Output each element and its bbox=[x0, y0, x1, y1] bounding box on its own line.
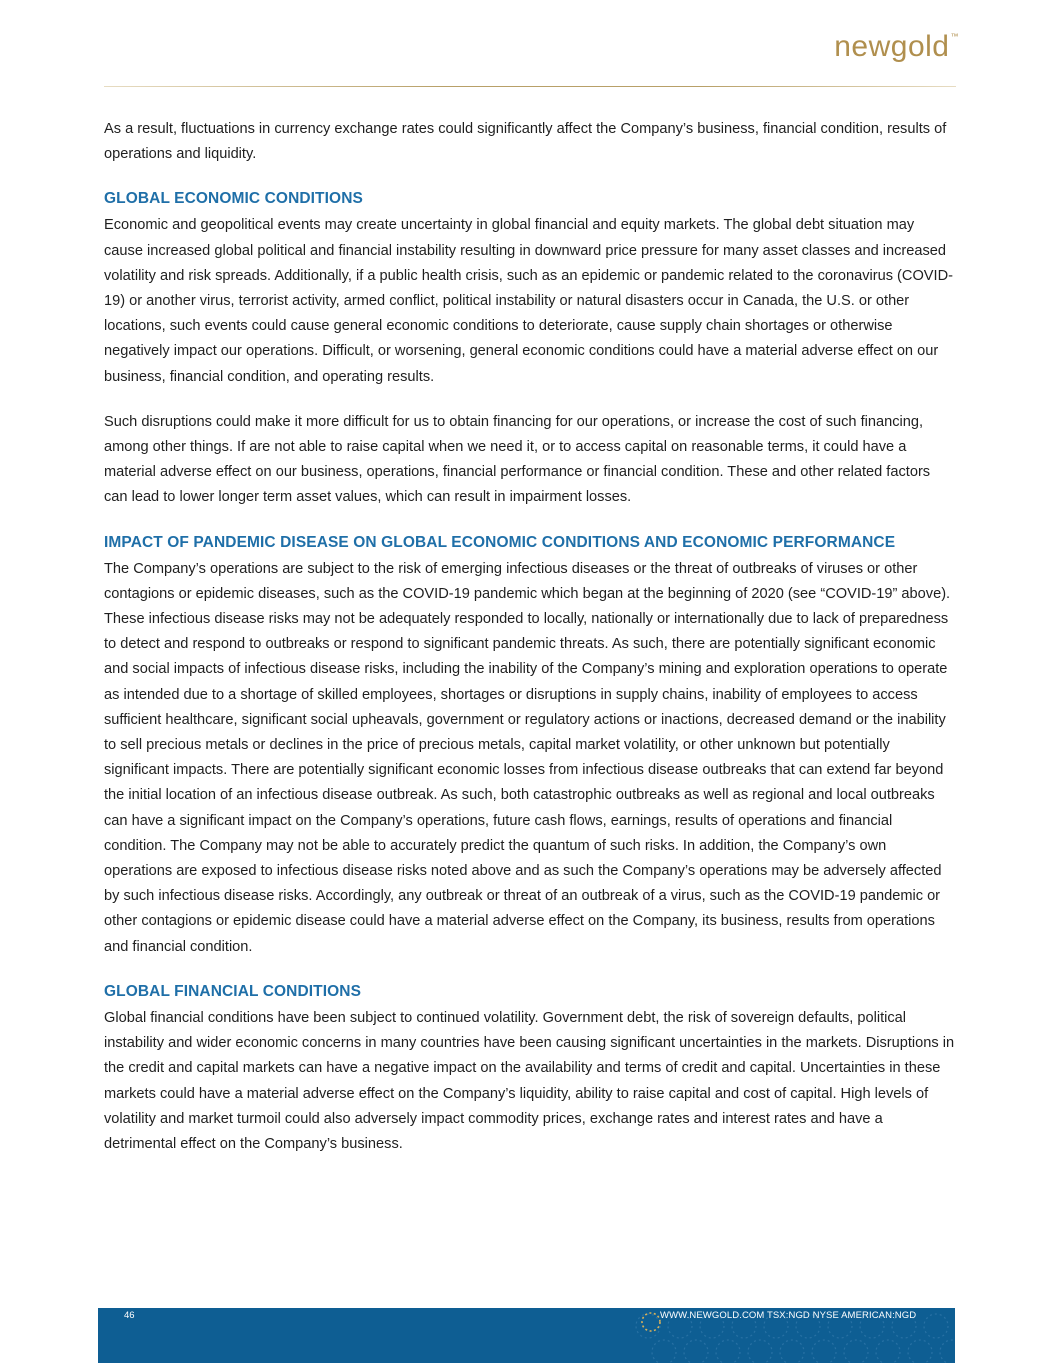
header-divider bbox=[104, 86, 956, 87]
heading-impact-of-pandemic: IMPACT OF PANDEMIC DISEASE ON GLOBAL ECONOMIC CONDITIONS AND ECONOMIC PERFORMANCE bbox=[104, 533, 896, 551]
paragraph-global-financial: Global financial conditions have been subject to continued volatility. Government debt, the risk of sovereign defaults, political instability and wider economic concerns in many countries have been causing significant uncertainties in the markets. Disruptions in the credit and capital markets can have a negative impact on the availability and terms of credit and capital. Uncertainties in these markets could have a material adverse effect on the Company’s liquidity, ability to raise capital and cost of capital. High levels of volatility and market turmoil could also adversely impact commodity prices, exchange rates and interest rates and have a detrimental effect on the Company’s business. bbox=[104, 1009, 955, 1152]
paragraph-impact-of-pandemic: The Company’s operations are subject to the risk of emerging infectious diseases or the threat of outbreaks of viruses or other contagions or epidemic diseases, such as the COVID-19 pandemic which began at the beginning of 2020 (see “COVID-19” above). These infectious disease risks may not be adequately responded to locally, nationally or internationally due to lack of preparedness to detect and respond to outbreaks or respond to significant pandemic threats. As such, there are potentially significant economic and social impacts of infectious disease risks, including the inability of the Company’s mining and exploration operations to operate as intended due to a shortage of skilled employees, shortages or disruptions in supply chains, inability of employees to access sufficient healthcare, significant social upheavals, government or regulatory actions or inactions, decreased demand or the inability to sell precious metals or declines in the price of precious metals, capital market volatility, or other unknown but potentially significant impacts. There are potentially significant economic losses from infectious disease outbreaks that can extend far beyond the initial location of an infectious disease outbreak. As such, both catastrophic outbreaks as well as regional and local outbreaks can have a significant impact on the Company’s operations, future cash flows, earnings, results of operations and financial condition. The Company may not be able to accurately predict the quantum of such risks. In addition, the Company’s own operations are exposed to infectious disease risks noted above and as such the Company’s operations may be adversely affected by such infectious disease risks. Accordingly, any outbreak or threat of an outbreak of a virus, such as the COVID-19 pandemic or other contagions or epidemic disease could have a material adverse effect on the Company, its business, results from operations and financial condition. bbox=[104, 560, 951, 955]
document-body bbox=[104, 117, 956, 1177]
newgold-logo bbox=[834, 30, 959, 64]
logo-trademark: ™ bbox=[950, 32, 959, 41]
page-footer bbox=[98, 1308, 955, 1363]
footer-site-link[interactable]: WWW.NEWGOLD.COM TSX:NGD NYSE AMERICAN:NGD bbox=[660, 1310, 917, 1321]
heading-global-financial-conditions: GLOBAL FINANCIAL CONDITIONS bbox=[104, 982, 362, 1000]
page-number: 46 bbox=[124, 1310, 135, 1321]
paragraph-global-economic-2: Such disruptions could make it more difficult for us to obtain financing for our operations, or increase the cost of such financing, among other things. If are not able to raise capital when we need it, or to access capital on reasonable terms, it could have a material adverse effect on our business, operations, financial performance or financial condition. These and other related factors can lead to lower longer term asset values, which can result in impairment losses. bbox=[104, 413, 931, 506]
intro-paragraph: As a result, fluctuations in currency exchange rates could significantly affect the Company’s business, financial condition, results of operations and liquidity. bbox=[104, 121, 947, 163]
paragraph-global-economic-1: Economic and geopolitical events may create uncertainty in global financial and equity markets. The global debt situation may cause increased global political and financial instability resulting in downward price pressure for many asset classes and increased volatility and risk spreads. Additionally, if a public health crisis, such as an epidemic or pandemic related to the coronavirus (COVID-19) or another virus, terrorist activity, armed conflict, political instability or natural disasters occur in Canada, the U.S. or other locations, such events could cause general economic conditions to deteriorate, cause supply chain shortages or otherwise negatively impact our operations. Difficult, or worsening, general economic conditions could have a material adverse effect on our business, financial condition, and operating results. bbox=[104, 217, 953, 385]
heading-global-economic-conditions: GLOBAL ECONOMIC CONDITIONS bbox=[104, 190, 363, 208]
logo-text: newgold bbox=[834, 30, 950, 63]
